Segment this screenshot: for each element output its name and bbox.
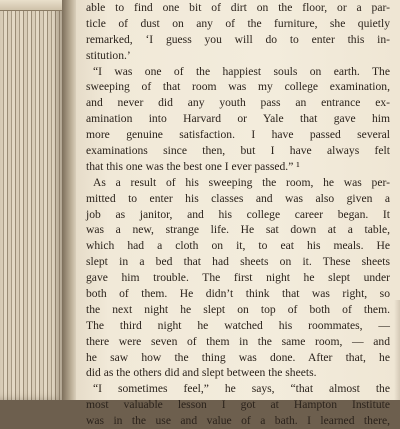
text-line: was a new, strange life. He sat down at a table,: [86, 223, 390, 237]
text-line: gave him trouble. The first night he slept under: [86, 271, 390, 285]
text-line: As a result of his sweeping the room, he was per-: [93, 175, 390, 189]
page-text: [86, 0, 390, 429]
text-line: sweeping of that room was my college examination,: [86, 80, 390, 94]
text-line: slept in a bed that had sheets on it. These sheets: [86, 255, 390, 269]
text-line: the next night he slept on top of both of them.: [86, 302, 390, 316]
text-line: stitution.’: [86, 48, 131, 62]
book-page: [76, 0, 400, 428]
page-shadow: [394, 300, 400, 400]
text-line: “I sometimes feel,” he says, “that almost the: [93, 382, 390, 396]
text-line: The third night he watched his roommates, —: [86, 318, 390, 332]
text-line: was in the use and value of a bath. I learned there,: [86, 414, 390, 428]
text-line: job as janitor, and his college career began. It: [86, 207, 390, 221]
text-line: did as the others did and slept between the sheets.: [86, 366, 317, 380]
text-line: able to find one bit of dirt on the floor, or a par-: [86, 1, 390, 14]
text-line: both of them. He didn’t think that was right, so: [86, 287, 390, 301]
text-line: most valuable lesson I got at Hampton Institute: [86, 398, 390, 412]
text-line: there were seven of them in the same room, — and: [86, 334, 390, 348]
text-line: which had a cloth on it, to eat his meals. He: [86, 239, 390, 253]
text-line: that this one was the best one I ever passed.” ¹: [86, 159, 300, 173]
page-edges: [0, 0, 64, 400]
text-line: remarked, ‘I guess you will do to enter this in-: [86, 32, 390, 46]
text-line: he saw how the thing was done. After that, he: [86, 350, 390, 364]
text-line: ticle of dust on any of the furniture, she quietly: [86, 16, 390, 30]
text-line: amination into Harvard or Yale that gave him: [86, 112, 390, 126]
text-line: more genuine satisfaction. I have passed several: [86, 128, 390, 142]
text-line: examinations since then, but I have always felt: [86, 144, 390, 158]
text-line: mitted to enter his classes and was also given a: [86, 191, 390, 205]
text-line: “I was one of the happiest souls on earth. The: [93, 64, 390, 78]
text-line: and never did any youth pass an entrance ex-: [86, 96, 390, 110]
